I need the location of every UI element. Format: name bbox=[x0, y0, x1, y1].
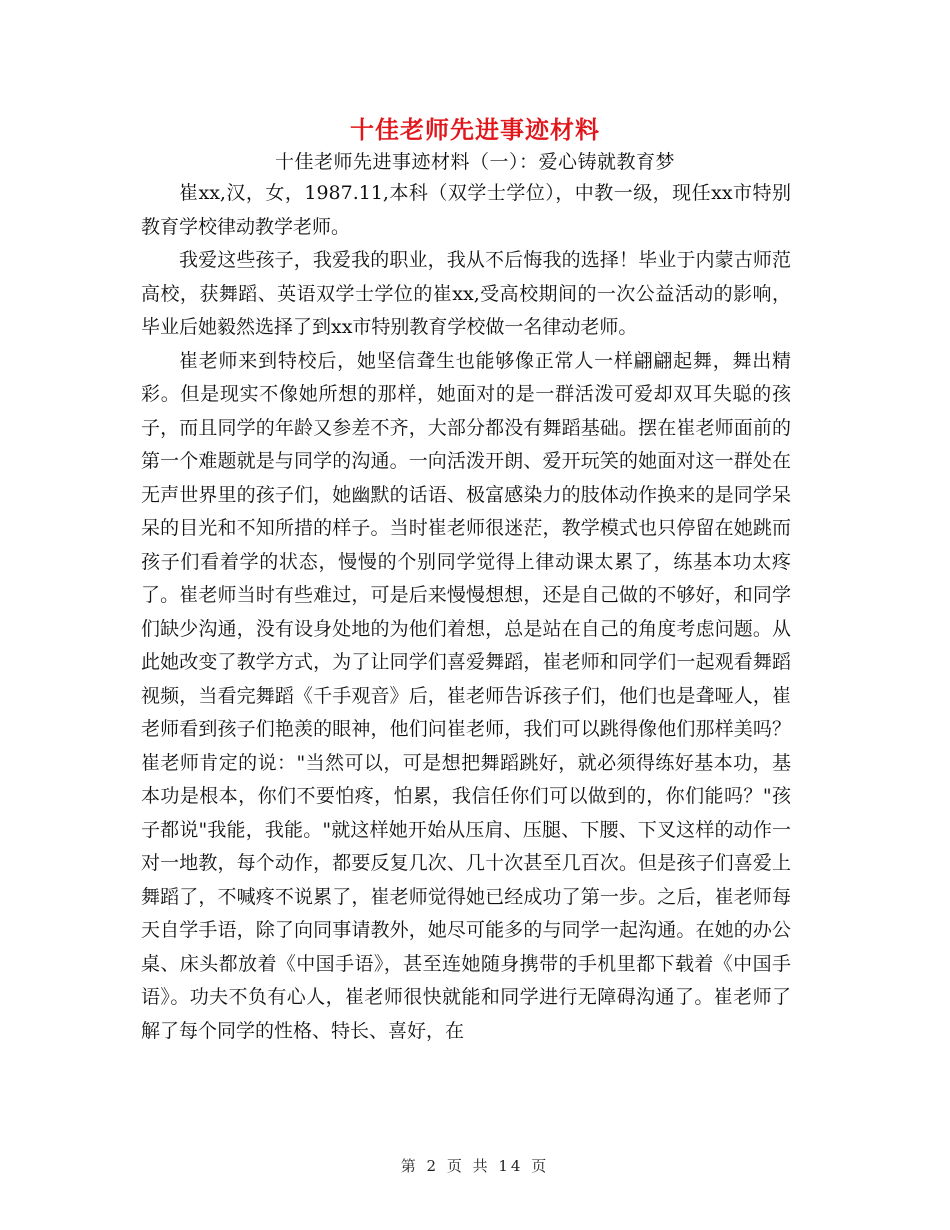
page-footer: 第 2 页 共 14 页 bbox=[400, 1157, 550, 1175]
paragraph: 崔xx,汉，女，1987.11,本科（双学士学位），中教一级，现任xx市特别教育学校律动教学老师。 bbox=[141, 182, 791, 238]
paragraph: 我爱这些孩子，我爱我的职业，我从不后悔我的选择！毕业于内蒙古师范高校，获舞蹈、英语双学士学位的崔xx,受高校期间的一次公益活动的影响，毕业后她毅然选择了到xx市特别教育学校做一名律动老师。 bbox=[141, 249, 791, 338]
paragraph: 崔老师来到特校后，她坚信聋生也能够像正常人一样翩翩起舞，舞出精彩。但是现实不像她所想的那样，她面对的是一群活泼可爱却双耳失聪的孩子，而且同学的年龄又参差不齐，大部分都没有舞蹈基础。摆在崔老师面前的第一个难题就是与同学的沟通。一向活泼开朗、爱开玩笑的她面对这一群处在无声世界里的孩子们，她幽默的话语、极富感染力的肢体动作换来的是同学呆呆的目光和不知所措的样子。当时崔老师很迷茫，教学模式也只停留在她跳而孩子们看着学的状态，慢慢的个别同学觉得上律动课太累了，练基本功太疼了。崔老师当时有些难过，可是后来慢慢想想，还是自己做的不够好，和同学们缺少沟通，没有设身处地的为他们着想，总是站在自己的角度考虑问题。从此她改变了教学方式，为了让同学们喜爱舞蹈，崔老师和同学们一起观看舞蹈视频，当看完舞蹈《千手观音》后，崔老师告诉孩子们，他们也是聋哑人，崔老师看到孩子们艳羡的眼神，他们问崔老师，我们可以跳得像他们那样美吗？崔老师肯定的说："当然可以，可是想把舞蹈跳好，就必须得练好基本功，基本功是根本，你们不要怕疼，怕累，我信任你们可以做到的，你们能吗？"孩子都说"我能，我能。"就这样她开始从压肩、压腿、下腰、下叉这样的动作一对一地教，每个动作，都要反复几次、几十次甚至几百次。但是孩子们喜爱上舞蹈了，不喊疼不说累了，崔老师觉得她已经成功了第一步。之后，崔老师每天自学手语，除了向同事请教外，她尽可能多的与同学一起沟通。在她的办公桌、床头都放着《中国手语》，甚至连她随身携带的手机里都下载着《中国手语》。功夫不负有心人，崔老师很快就能和同学进行无障碍沟通了。崔老师了解了每个同学的性格、特长、喜好，在 bbox=[141, 349, 791, 1042]
document-subtitle: 十佳老师先进事迹材料（一）：爱心铸就教育梦 bbox=[274, 151, 675, 173]
document-title: 十佳老师先进事迹材料 bbox=[350, 115, 600, 144]
document-body bbox=[141, 177, 791, 1048]
